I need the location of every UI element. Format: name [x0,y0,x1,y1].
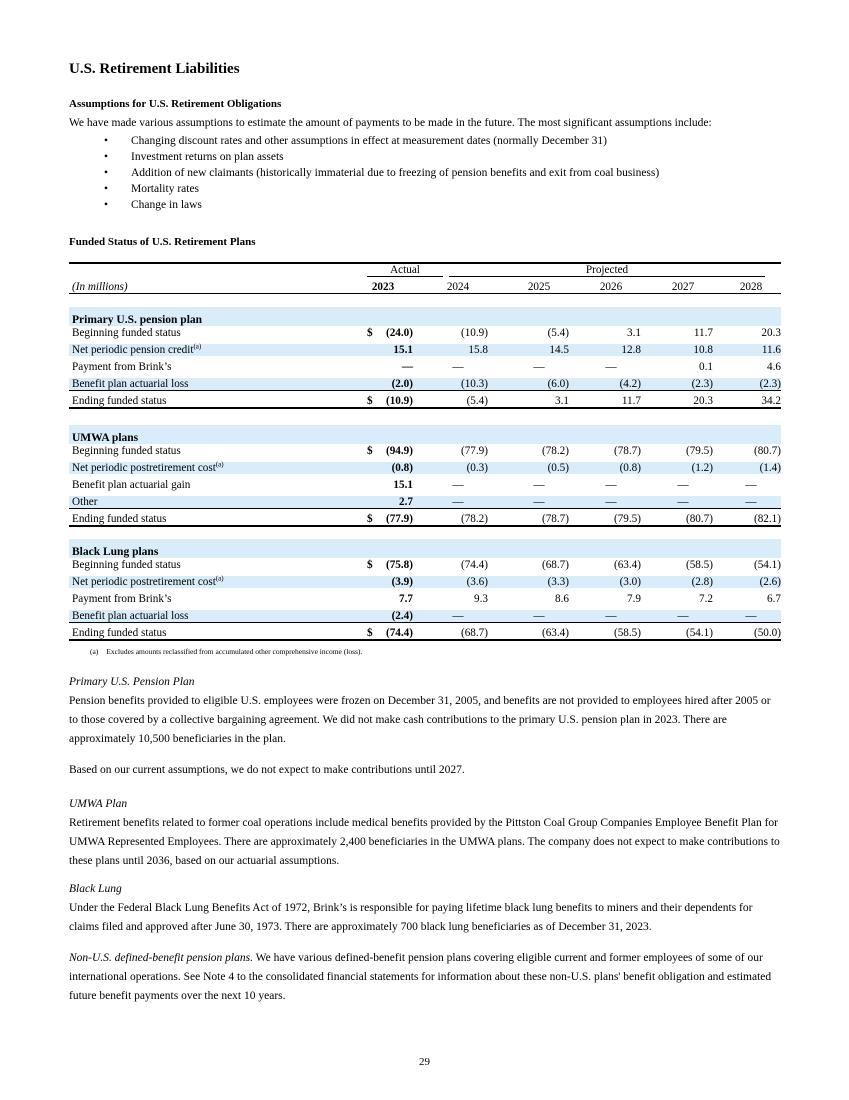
value-cell: (24.0) [385,327,413,339]
bullet-glyph: • [104,167,109,179]
value-cell: 2.7 [399,496,413,508]
umwa-text: Retirement benefits related to former coal operations include medical benefits provided by the Pittston Coal Group Companies Employee Benefit Plan for UMWA Represented Employees. There are approximately 2,400 beneficiaries in the UMWA plans. The company does not expect to make contributions to these plans until 2036, based on our actuarial assumptions. [69,817,780,867]
group-title: UMWA plans [72,432,139,444]
value-cell: (77.9) [385,513,413,525]
value-cell: 14.5 [549,344,569,356]
assumption-bullet [69,197,659,213]
value-cell: 15.1 [393,344,413,356]
value-cell: — [605,479,617,491]
row-label [72,479,190,491]
value-cell: (94.9) [385,445,413,457]
value-cell: 4.6 [767,361,781,373]
value-cell: — [745,479,757,491]
bullet-glyph: • [104,151,109,163]
value-cell: — [677,496,689,508]
black-lung-text: Under the Federal Black Lung Benefits Act of 1972, Brink’s is responsible for paying lifetime black lung benefits to miners and their dependents for claims filed and approved after June 30, 1973. There are approximately 700 black lung beneficiaries as of December 31, 2023. [69,902,753,933]
table-row [69,496,781,509]
value-cell: 12.8 [621,344,641,356]
table-row [69,576,781,588]
row-label-text: Payment from Brink’s [72,361,172,373]
value-cell: (74.4) [385,627,413,639]
value-cell: (58.5) [685,559,713,571]
value-cell: (10.3) [460,378,488,390]
footnote-mark: (a) [90,647,99,656]
value-cell: (5.4) [547,327,569,339]
value-cell: (79.5) [613,513,641,525]
value-cell: — [745,496,757,508]
value-cell: — [677,479,689,491]
bullet-text: Investment returns on plan assets [131,151,284,163]
bullet-glyph: • [104,183,109,195]
row-label-text: Ending funded status [72,395,167,407]
row-label [72,462,224,474]
value-cell: 10.8 [693,344,713,356]
value-cell: 11.7 [693,327,713,339]
table-row [69,559,781,571]
row-label [72,344,201,356]
value-cell: (0.8) [391,462,413,474]
value-cell: (82.1) [753,513,781,525]
value-cell: 34.2 [761,395,781,407]
table-total-row [69,513,781,527]
row-label-text: Benefit plan actuarial loss [72,610,189,622]
value-cell: — [677,610,689,622]
value-cell: (2.8) [691,576,713,588]
footnote-ref: (a) [215,460,224,469]
assumptions-heading: Assumptions for U.S. Retirement Obligations [69,98,282,110]
value-cell: — [605,610,617,622]
bullet-glyph: • [104,199,109,211]
page-title: U.S. Retirement Liabilities [69,61,240,77]
value-cell: (2.3) [759,378,781,390]
value-cell: (74.4) [460,559,488,571]
year-header: 2027 [671,281,695,293]
year-header: 2024 [446,281,470,293]
pension-heading: Primary U.S. Pension Plan [69,676,195,688]
non-us-paragraph [69,949,781,1006]
table-total-row [69,627,781,641]
table-row [69,462,781,474]
value-cell: (80.7) [753,445,781,457]
assumption-bullet [69,149,659,165]
row-label-text: Beginning funded status [72,445,181,457]
value-cell: 7.9 [627,593,641,605]
value-cell: 3.1 [555,395,569,407]
value-cell: — [745,610,757,622]
value-cell: (75.8) [385,559,413,571]
value-cell: 0.1 [699,361,713,373]
value-cell: (10.9) [385,395,413,407]
bullet-text: Changing discount rates and other assumptions in effect at measurement dates (normally December 31) [131,135,607,147]
value-cell: — [533,610,545,622]
value-cell: — [452,496,464,508]
value-cell: — [605,361,617,373]
value-cell: 11.6 [761,344,781,356]
value-cell: (54.1) [753,559,781,571]
row-label-text: Ending funded status [72,627,167,639]
bullet-text: Change in laws [131,199,202,211]
dollar-sign: $ [367,627,373,639]
value-cell: — [452,479,464,491]
value-cell: 8.6 [555,593,569,605]
table-row [69,445,781,457]
value-cell: (54.1) [685,627,713,639]
value-cell: (2.4) [391,610,413,622]
dollar-sign: $ [367,445,373,457]
bullet-text: Mortality rates [131,183,200,195]
black-lung-heading: Black Lung [69,883,122,895]
table-footnote [90,647,362,656]
value-cell: — [401,361,413,373]
value-cell: (78.7) [541,513,569,525]
row-label [72,445,181,457]
group-title-row [69,546,781,558]
bullet-glyph: • [104,135,109,147]
footnote-ref: (a) [193,342,202,351]
value-cell: 7.2 [699,593,713,605]
row-label-text: Payment from Brink’s [72,593,172,605]
row-label-text: Beginning funded status [72,327,181,339]
value-cell: (6.0) [547,378,569,390]
row-label [72,559,181,571]
row-label-text: Benefit plan actuarial gain [72,479,191,491]
value-cell: (3.0) [619,576,641,588]
value-cell: (1.4) [759,462,781,474]
value-cell: (50.0) [753,627,781,639]
value-cell: (78.2) [541,445,569,457]
row-label-text: Other [72,496,98,508]
value-cell: — [533,496,545,508]
group-title: Primary U.S. pension plan [72,314,203,326]
value-cell: (4.2) [619,378,641,390]
value-cell: 9.3 [474,593,488,605]
table-row [69,593,781,605]
pension-text: Pension benefits provided to eligible U.S. employees were frozen on December 31, 2005, and benefits are not provided to employees hired after 2005 or to those covered by a collective bargaining agreement. We did not make cash contributions to the primary U.S. pension plan in 2023. There are approximately 10,500 beneficiaries in the plan. [69,695,771,745]
value-cell: (2.6) [759,576,781,588]
value-cell: 11.7 [621,395,641,407]
row-label [72,627,166,639]
value-cell: (0.8) [619,462,641,474]
dollar-sign: $ [367,513,373,525]
table-total-row [69,395,781,409]
bullet-text: Addition of new claimants (historically immaterial due to freezing of pension benefits and exit from coal business) [131,167,660,179]
non-us-text: We have various defined-benefit pension plans covering eligible current and former employees of some of our international operations. See Note 4 to the consolidated financial statements for information about these non-U.S. plans' benefit obligation and estimated future benefit payments over the next 10 years. [69,952,772,1002]
header-underline [69,293,781,294]
dollar-sign: $ [367,559,373,571]
table-row [69,361,781,373]
value-cell: (5.4) [466,395,488,407]
table-row [69,344,781,356]
value-cell: (80.7) [685,513,713,525]
value-cell: 20.3 [761,327,781,339]
value-cell: — [605,496,617,508]
row-label [72,327,181,339]
value-cell: (0.3) [466,462,488,474]
row-label-text: Net periodic postretirement cost [72,576,216,588]
group-title: Black Lung plans [72,546,159,558]
dollar-sign: $ [367,395,373,407]
assumptions-list [69,133,659,213]
value-cell: 3.1 [627,327,641,339]
actual-header: Actual [367,264,443,277]
value-cell: (58.5) [613,627,641,639]
value-cell: (0.5) [547,462,569,474]
value-cell: (3.9) [391,576,413,588]
row-label [72,378,189,390]
value-cell: (68.7) [460,627,488,639]
value-cell: 20.3 [693,395,713,407]
value-cell: — [452,361,464,373]
value-cell: (1.2) [691,462,713,474]
table-row [69,610,781,623]
row-label-text: Ending funded status [72,513,167,525]
row-label [72,576,224,588]
units-label: (In millions) [72,281,128,293]
year-header: 2026 [599,281,623,293]
assumption-bullet [69,165,659,181]
value-cell: — [533,361,545,373]
assumption-bullet [69,133,659,149]
value-cell: (78.2) [460,513,488,525]
value-cell: (2.3) [691,378,713,390]
table-row [69,378,781,391]
year-header: 2023 [371,281,395,293]
row-label [72,513,166,525]
value-cell: (63.4) [613,559,641,571]
row-label-text: Benefit plan actuarial loss [72,378,189,390]
footnote-text: Excludes amounts reclassified from accumulated other comprehensive income (loss). [106,647,363,656]
dollar-sign: $ [367,327,373,339]
row-label-text: Net periodic pension credit [72,344,194,356]
value-cell: (78.7) [613,445,641,457]
row-label [72,361,171,373]
value-cell: 15.8 [468,344,488,356]
row-label [72,610,189,622]
group-title-row [69,314,781,326]
assumptions-intro: We have made various assumptions to estimate the amount of payments to be made in the future. The most significant assumptions include: [69,117,712,129]
value-cell: 15.1 [393,479,413,491]
value-cell: (63.4) [541,627,569,639]
value-cell: (3.3) [547,576,569,588]
row-label-text: Net periodic postretirement cost [72,462,216,474]
non-us-heading: Non-U.S. defined-benefit pension plans. [69,952,253,964]
row-label [72,593,171,605]
row-label-text: Beginning funded status [72,559,181,571]
group-title-row [69,432,781,444]
value-cell: — [452,610,464,622]
year-header: 2025 [527,281,551,293]
row-label [72,395,166,407]
table-row [69,479,781,491]
value-cell: (2.0) [391,378,413,390]
value-cell: 6.7 [767,593,781,605]
pension-text-2: Based on our current assumptions, we do not expect to make contributions until 2027. [69,764,465,776]
assumption-bullet [69,181,659,197]
value-cell: (10.9) [460,327,488,339]
projected-header: Projected [449,264,765,277]
umwa-heading: UMWA Plan [69,798,128,810]
row-label [72,496,97,508]
year-header: 2028 [739,281,763,293]
value-cell: (3.6) [466,576,488,588]
page-number: 29 [419,1056,430,1068]
table-row [69,327,781,339]
value-cell: 7.7 [399,593,413,605]
funded-status-heading: Funded Status of U.S. Retirement Plans [69,236,256,248]
value-cell: — [533,479,545,491]
value-cell: (68.7) [541,559,569,571]
footnote-ref: (a) [215,574,224,583]
value-cell: (77.9) [460,445,488,457]
value-cell: (79.5) [685,445,713,457]
